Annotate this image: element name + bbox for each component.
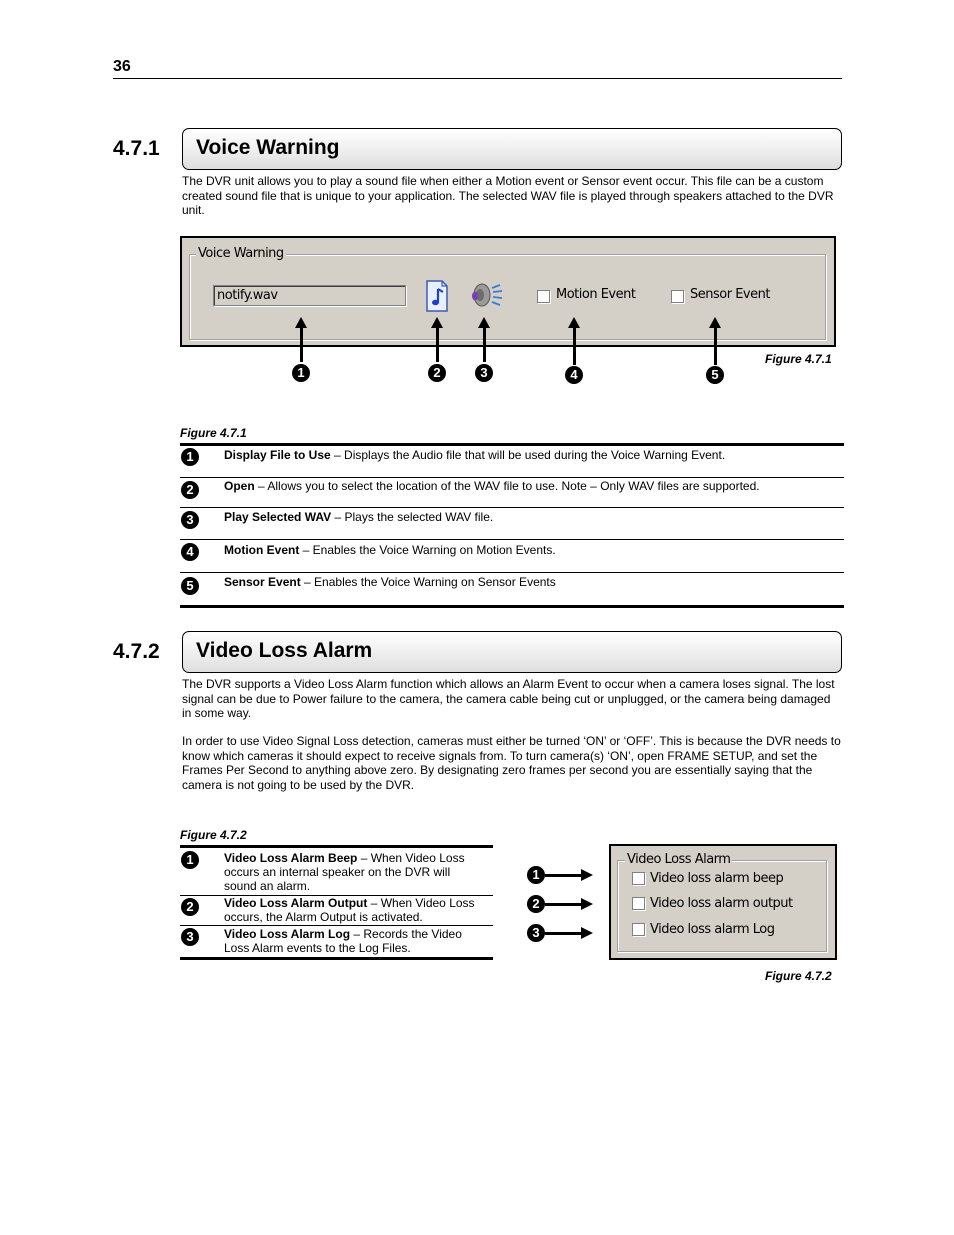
callout-arrowhead (581, 927, 593, 939)
table-row (224, 479, 824, 493)
row-badge: 1 (181, 448, 199, 466)
motion-event-label: Motion Event (556, 287, 636, 302)
row-term: Video Loss Alarm Output (224, 896, 368, 910)
callout-arrow-stem (714, 327, 717, 365)
section-title: Voice Warning (196, 136, 340, 159)
music-file-icon (425, 280, 449, 312)
section-intro: The DVR unit allows you to play a sound file when either a Motion event or Sensor event occur. This file can be a custom created sound file that is unique to your application. The selected WAV file is played through speakers attached to the DVR unit. (182, 174, 834, 218)
row-badge: 5 (181, 577, 199, 595)
section-paragraph-2: In order to use Video Signal Loss detection, cameras must either be turned ‘ON’ or ‘OFF’. This is because the DVR needs to know which cameras it should expect to receive signals from. To turn camera(s) ‘ON’, open FRAME SETUP, and set the Frames Per Second to anything above zero. By designating zero frames per second you are essentially saying that the camera is not going to be used by the DVR. (182, 734, 841, 792)
speaker-icon (470, 282, 504, 308)
table-caption: Figure 4.7.1 (180, 426, 247, 440)
open-button[interactable] (425, 280, 449, 312)
table-bottom-rule (180, 957, 493, 960)
table-row (224, 448, 824, 462)
table-top-rule (180, 845, 493, 848)
row-term: Open (224, 479, 255, 493)
row-divider (180, 925, 493, 926)
row-term: Display File to Use (224, 448, 331, 462)
table-row (224, 927, 486, 955)
callout-badge-2: 2 (527, 895, 545, 913)
video-loss-beep-checkbox[interactable] (632, 872, 645, 885)
row-badge: 4 (181, 543, 199, 561)
groupbox-label: Voice Warning (198, 246, 284, 261)
row-divider (180, 539, 844, 540)
callout-arrowhead (581, 869, 593, 881)
video-loss-output-label: Video loss alarm output (650, 896, 793, 911)
play-button[interactable] (470, 282, 504, 308)
callout-badge-2: 2 (428, 364, 446, 382)
section-paragraph-1: The DVR supports a Video Loss Alarm function which allows an Alarm Event to occur when a camera loses signal. The lost signal can be due to Power failure to the camera, the camera cable being cut or unplugged, or the camera being damaged in some way. (182, 677, 835, 721)
video-loss-output-checkbox[interactable] (632, 897, 645, 910)
callout-arrow-stem (545, 903, 581, 906)
row-desc: – Enables the Voice Warning on Motion Events. (299, 543, 556, 557)
row-term: Play Selected WAV (224, 510, 332, 524)
callout-badge-1: 1 (527, 866, 545, 884)
callout-badge-5: 5 (706, 366, 724, 384)
page-number: 36 (113, 58, 131, 75)
table-row (224, 543, 824, 557)
callout-arrow-stem (573, 327, 576, 365)
callout-arrow-stem (483, 327, 486, 362)
callout-badge-3: 3 (527, 924, 545, 942)
header-rule (113, 78, 842, 79)
callout-badge-1: 1 (292, 364, 310, 382)
groupbox-label: Video Loss Alarm (627, 852, 731, 867)
section-header-box (182, 128, 842, 170)
wav-file-field[interactable]: notify.wav (213, 285, 406, 306)
video-loss-alarm-panel (609, 844, 837, 960)
section-title: Video Loss Alarm (196, 639, 373, 662)
row-divider (180, 572, 844, 573)
sensor-event-checkbox[interactable] (671, 290, 684, 303)
section-number: 4.7.2 (113, 640, 160, 663)
voice-warning-panel (180, 236, 836, 347)
row-divider (180, 507, 844, 508)
row-desc: – When Video Loss occurs, the Alarm Output is activated. (224, 896, 475, 924)
table-top-rule (180, 443, 844, 446)
table-row (224, 575, 824, 589)
video-loss-beep-label: Video loss alarm beep (650, 871, 784, 886)
section-number: 4.7.1 (113, 137, 160, 160)
callout-badge-3: 3 (475, 364, 493, 382)
callout-arrow-stem (300, 327, 303, 362)
row-desc: – Records the Video Loss Alarm events to the Log Files. (224, 927, 462, 955)
motion-event-checkbox[interactable] (537, 290, 550, 303)
video-loss-log-checkbox[interactable] (632, 923, 645, 936)
row-desc: – When Video Loss occurs an internal speaker on the DVR will sound an alarm. (224, 851, 465, 893)
row-term: Video Loss Alarm Beep (224, 851, 358, 865)
callout-arrowhead (581, 898, 593, 910)
table-row (224, 896, 492, 924)
row-term: Motion Event (224, 543, 300, 557)
row-badge: 3 (181, 511, 199, 529)
table-row (224, 851, 486, 893)
callout-badge-4: 4 (565, 366, 583, 384)
section-header-box (182, 631, 842, 673)
table-caption: Figure 4.7.2 (180, 828, 247, 842)
row-term: Sensor Event (224, 575, 301, 589)
row-badge: 2 (181, 898, 199, 916)
table-bottom-rule (180, 605, 844, 608)
row-desc: – Enables the Voice Warning on Sensor Events (300, 575, 556, 589)
sensor-event-label: Sensor Event (690, 287, 770, 302)
row-divider (180, 477, 844, 478)
video-loss-log-label: Video loss alarm Log (650, 922, 775, 937)
row-desc: – Allows you to select the location of the WAV file to use. Note – Only WAV files are supported. (254, 479, 760, 493)
row-badge: 1 (181, 851, 199, 869)
row-badge: 3 (181, 928, 199, 946)
row-term: Video Loss Alarm Log (224, 927, 351, 941)
row-badge: 2 (181, 481, 199, 499)
row-desc: – Displays the Audio file that will be used during the Voice Warning Event. (330, 448, 726, 462)
callout-arrow-stem (545, 932, 581, 935)
callout-arrow-stem (436, 327, 439, 362)
row-desc: – Plays the selected WAV file. (331, 510, 494, 524)
table-row (224, 510, 824, 524)
figure-caption: Figure 4.7.2 (765, 969, 832, 983)
figure-caption: Figure 4.7.1 (765, 352, 832, 366)
callout-arrow-stem (545, 874, 581, 877)
